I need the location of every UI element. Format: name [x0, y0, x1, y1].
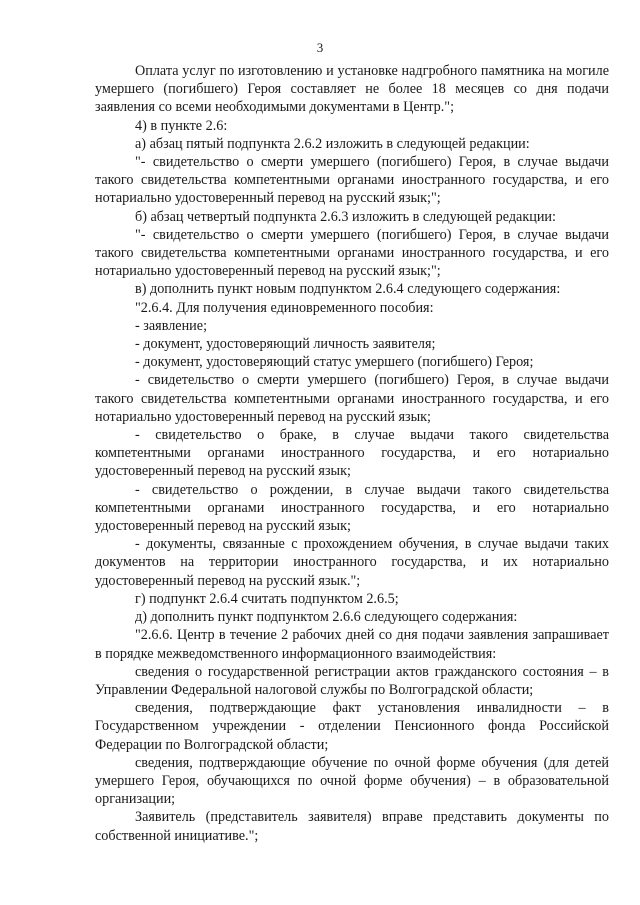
paragraph-2-6-6: "2.6.6. Центр в течение 2 рабочих дней со дня подачи заявления запрашивает в порядке межведомственного информационного взаимодействия: — [95, 627, 609, 662]
paragraph-item-g: г) подпункт 2.6.4 считать подпунктом 2.6.5; — [135, 590, 399, 607]
list-item-application: - заявление; — [135, 317, 208, 334]
paragraph-payment-terms: Оплата услуг по изготовлению и установке надгробного памятника на могиле умершего (погибшего) Героя составляет не более 18 месяцев со дня подачи заявления со всеми необходимыми документами в Центр."; — [95, 63, 609, 116]
list-item-birth-certificate: - свидетельство о рождении, в случае выдачи такого свидетельства компетентными органами иностранного государства, и его нотариально удостоверенный перевод на русский язык; — [95, 481, 609, 535]
paragraph-education: сведения, подтверждающие обучение по очной форме обучения (для детей умершего Героя, обучающихся по очной форме обучения) – в образовательной организации; — [95, 754, 609, 808]
paragraph-item-v: в) дополнить пункт новым подпунктом 2.6.4 следующего содержания: — [135, 281, 561, 298]
paragraph-death-certificate-1: "- свидетельство о смерти умершего (погибшего) Героя, в случае выдачи такого свидетельства компетентными органами иностранного государства, и его нотариально удостоверенный перевод на русский язык;"; — [95, 154, 609, 207]
document-body — [95, 62, 609, 845]
page-number: 3 — [316, 40, 324, 55]
paragraph-applicant-initiative: Заявитель (представитель заявителя) вправе представить документы по собственной инициативе."; — [95, 809, 609, 844]
list-item-identity-document: - документ, удостоверяющий личность заявителя; — [135, 336, 436, 353]
paragraph-civil-registry: сведения о государственной регистрации актов гражданского состояния – в Управлении Федеральной налоговой службы по Волгоградской области; — [95, 663, 609, 698]
list-item-death-certificate: - свидетельство о смерти умершего (погибшего) Героя, в случае выдачи такого свидетельства компетентными органами иностранного государства, и его нотариально удостоверенный перевод на русский язык; — [95, 372, 609, 425]
paragraph-item-b: б) абзац четвертый подпункта 2.6.3 изложить в следующей редакции: — [135, 208, 556, 225]
paragraph-2-6-4-heading: "2.6.4. Для получения единовременного пособия: — [135, 299, 434, 316]
paragraph-death-certificate-2: "- свидетельство о смерти умершего (погибшего) Героя, в случае выдачи такого свидетельства компетентными органами иностранного государства, и его нотариально удостоверенный перевод на русский язык;"; — [95, 226, 609, 280]
paragraph-item-d: д) дополнить пункт подпунктом 2.6.6 следующего содержания: — [135, 609, 518, 626]
paragraph-disability: сведения, подтверждающие факт установления инвалидности – в Государственном учреждении - отделении Пенсионного фонда Российской Федерации по Волгоградской области; — [95, 700, 609, 753]
list-item-marriage-certificate: - свидетельство о браке, в случае выдачи такого свидетельства компетентными органами иностранного государства, и его нотариально удостоверенный перевод на русский язык; — [95, 427, 609, 480]
paragraph-item-a: а) абзац пятый подпункта 2.6.2 изложить в следующей редакции: — [135, 135, 530, 152]
paragraph-item-4: 4) в пункте 2.6: — [135, 117, 228, 134]
list-item-education-documents: - документы, связанные с прохождением обучения, в случае выдачи таких документов на территории иностранного государства, и их нотариально удостоверенный перевод на русский язык."; — [95, 536, 609, 589]
list-item-status-document: - документ, удостоверяющий статус умершего (погибшего) Героя; — [135, 354, 534, 371]
